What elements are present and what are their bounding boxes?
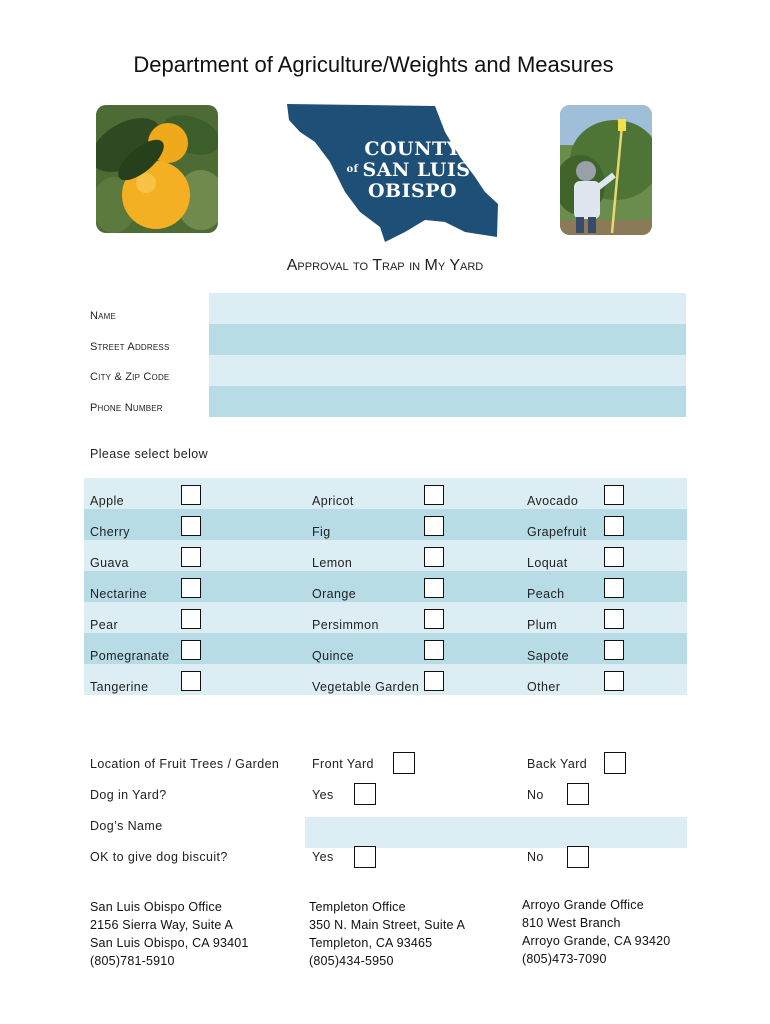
fig-checkbox[interactable] xyxy=(424,516,444,536)
peach-checkbox[interactable] xyxy=(604,578,624,598)
office-address: 2156 Sierra Way, Suite A xyxy=(90,918,234,932)
office-name: Arroyo Grande Office xyxy=(522,898,644,912)
front-yard-checkbox[interactable] xyxy=(393,752,415,774)
dog-no-label: No xyxy=(527,788,544,802)
office-phone: (805)781-5910 xyxy=(90,954,175,968)
trapper-photo xyxy=(560,105,652,235)
back-yard-checkbox[interactable] xyxy=(604,752,626,774)
page-title: Department of Agriculture/Weights and Measures xyxy=(133,52,614,77)
fruit-label-guava: Guava xyxy=(90,556,129,570)
dog-yes-checkbox[interactable] xyxy=(354,783,376,805)
dog-in-yard-label: Dog in Yard? xyxy=(90,788,167,802)
biscuit-no-checkbox[interactable] xyxy=(567,846,589,868)
phone-number-label: Phone Number xyxy=(90,402,163,414)
fruit-row-band xyxy=(84,478,687,509)
lemon-checkbox[interactable] xyxy=(424,547,444,567)
persimmon-checkbox[interactable] xyxy=(424,609,444,629)
city-zip-input[interactable] xyxy=(209,355,686,386)
office-address: 810 West Branch xyxy=(522,916,621,930)
tangerine-checkbox[interactable] xyxy=(181,671,201,691)
phone-number-field[interactable] xyxy=(209,386,686,417)
dog-no-checkbox[interactable] xyxy=(567,783,589,805)
fruit-label-quince: Quince xyxy=(312,649,355,663)
fruit-label-apricot: Apricot xyxy=(312,494,354,508)
dog-name-input[interactable] xyxy=(305,817,687,848)
office-templeton xyxy=(309,898,465,970)
fruit-label-loquat: Loquat xyxy=(527,556,568,570)
logo-line-san-luis: SAN LUIS xyxy=(362,159,471,181)
logo-line-county: COUNTY xyxy=(364,138,461,160)
plum-checkbox[interactable] xyxy=(604,609,624,629)
guava-checkbox[interactable] xyxy=(181,547,201,567)
dog-biscuit-label: OK to give dog biscuit? xyxy=(90,850,228,864)
office-city: Arroyo Grande, CA 93420 xyxy=(522,934,671,948)
office-city: San Luis Obispo, CA 93401 xyxy=(90,936,249,950)
grapefruit-checkbox[interactable] xyxy=(604,516,624,536)
loquat-checkbox[interactable] xyxy=(604,547,624,567)
fruit-label-persimmon: Persimmon xyxy=(312,618,379,632)
dog-yes-label: Yes xyxy=(312,788,334,802)
fruit-label-apple: Apple xyxy=(90,494,124,508)
fruit-label-fig: Fig xyxy=(312,525,331,539)
fruit-label-cherry: Cherry xyxy=(90,525,130,539)
oranges-photo xyxy=(96,105,218,233)
fruit-label-vegetable-garden: Vegetable Garden xyxy=(312,680,420,694)
pomegranate-checkbox[interactable] xyxy=(181,640,201,660)
city-zip-label: City & Zip Code xyxy=(90,371,170,383)
fruit-label-orange: Orange xyxy=(312,587,357,601)
fruit-label-pomegranate: Pomegranate xyxy=(90,649,170,663)
dog-name-label: Dog’s Name xyxy=(90,819,163,833)
office-phone: (805)473-7090 xyxy=(522,952,607,966)
fruit-label-peach: Peach xyxy=(527,587,565,601)
cherry-checkbox[interactable] xyxy=(181,516,201,536)
phone-number-input[interactable] xyxy=(209,386,686,417)
apple-checkbox[interactable] xyxy=(181,485,201,505)
office-san-luis-obispo xyxy=(90,898,249,970)
fruit-row-band xyxy=(84,509,687,540)
front-yard-label: Front Yard xyxy=(312,757,374,771)
office-city: Templeton, CA 93465 xyxy=(309,936,433,950)
back-yard-label: Back Yard xyxy=(527,757,588,771)
location-label: Location of Fruit Trees / Garden xyxy=(90,757,280,771)
fruit-label-pear: Pear xyxy=(90,618,119,632)
fruit-label-grapefruit: Grapefruit xyxy=(527,525,587,539)
fruit-label-nectarine: Nectarine xyxy=(90,587,148,601)
office-name: San Luis Obispo Office xyxy=(90,900,223,914)
orange-checkbox[interactable] xyxy=(424,578,444,598)
vegetable-garden-checkbox[interactable] xyxy=(424,671,444,691)
select-prompt: Please select below xyxy=(90,447,209,461)
logo-line-obispo: OBISPO xyxy=(367,180,458,202)
logo-of: of xyxy=(346,164,359,175)
quince-checkbox[interactable] xyxy=(424,640,444,660)
biscuit-yes-label: Yes xyxy=(312,850,334,864)
apricot-checkbox[interactable] xyxy=(424,485,444,505)
fruit-label-other: Other xyxy=(527,680,561,694)
county-logo xyxy=(285,102,500,242)
city-zip-field[interactable] xyxy=(209,355,686,386)
fruit-label-sapote: Sapote xyxy=(527,649,570,663)
form-title: Approval to Trap in My Yard xyxy=(286,257,484,274)
street-address-input[interactable] xyxy=(209,324,686,355)
office-name: Templeton Office xyxy=(309,900,406,914)
pear-checkbox[interactable] xyxy=(181,609,201,629)
dog-name-field[interactable] xyxy=(305,817,687,848)
fruit-row-band xyxy=(84,540,687,571)
avocado-checkbox[interactable] xyxy=(604,485,624,505)
biscuit-yes-checkbox[interactable] xyxy=(354,846,376,868)
office-phone: (805)434-5950 xyxy=(309,954,394,968)
name-field[interactable] xyxy=(209,293,686,324)
fruit-row-band xyxy=(84,571,687,602)
fruit-label-lemon: Lemon xyxy=(312,556,353,570)
nectarine-checkbox[interactable] xyxy=(181,578,201,598)
sapote-checkbox[interactable] xyxy=(604,640,624,660)
office-address: 350 N. Main Street, Suite A xyxy=(309,918,466,932)
other-checkbox[interactable] xyxy=(604,671,624,691)
fruit-row-band xyxy=(84,633,687,664)
biscuit-no-label: No xyxy=(527,850,544,864)
name-input[interactable] xyxy=(209,293,686,324)
fruit-label-plum: Plum xyxy=(527,618,558,632)
street-address-label: Street Address xyxy=(90,341,170,353)
office-arroyo-grande xyxy=(522,896,670,968)
street-address-field[interactable] xyxy=(209,324,686,355)
name-label: Name xyxy=(90,310,117,322)
fruit-row-band xyxy=(84,602,687,633)
fruit-label-tangerine: Tangerine xyxy=(90,680,149,694)
fruit-label-avocado: Avocado xyxy=(527,494,579,508)
